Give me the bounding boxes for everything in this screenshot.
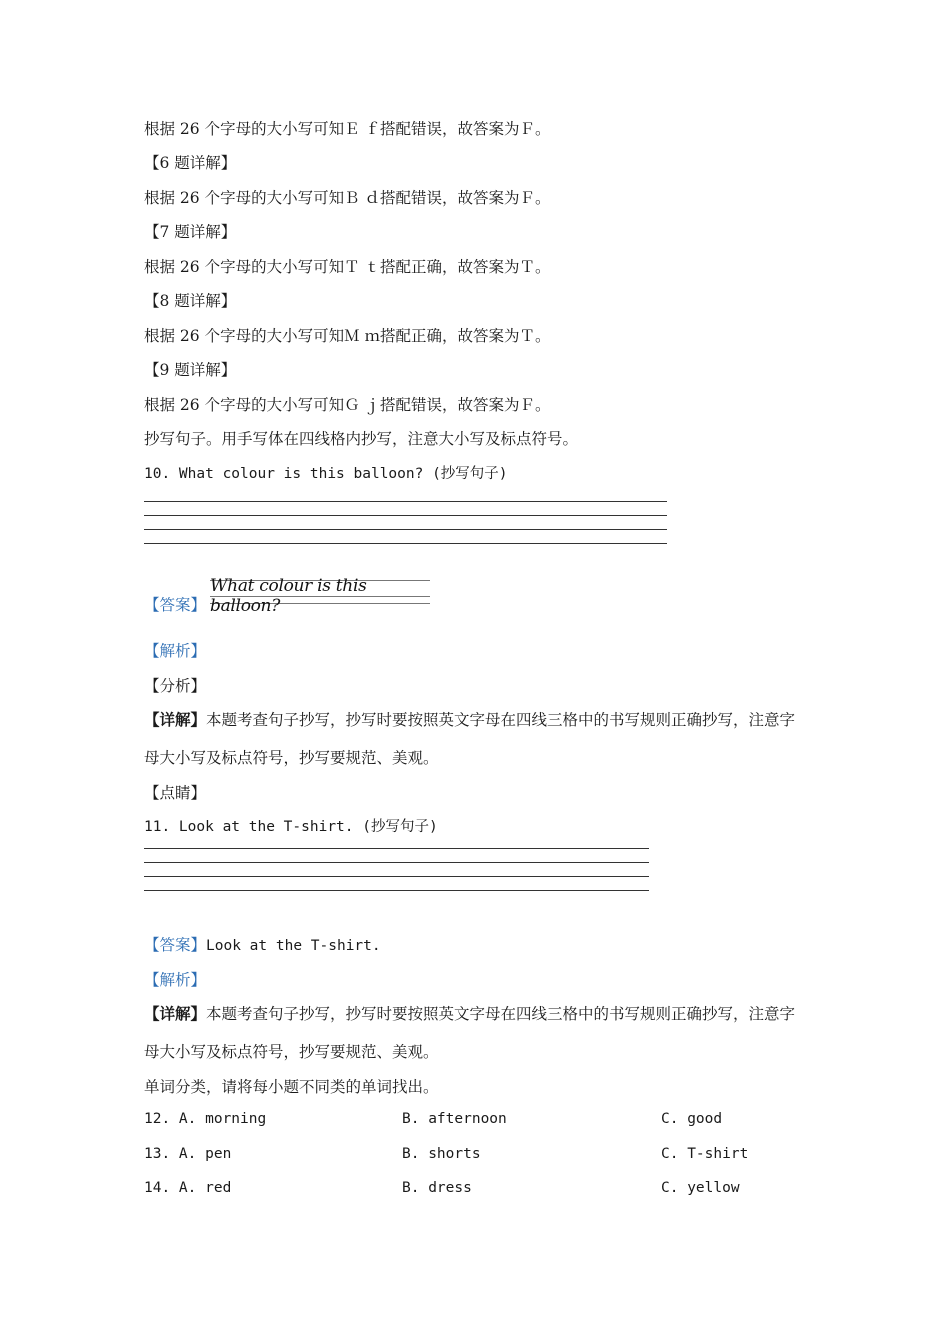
q13-option-c: C. T-shirt [661, 1146, 749, 1162]
q11-answer-text: Look at the T-shirt. [206, 938, 381, 954]
copy-instruction: 抄写句子。用手写体在四线格内抄写，注意大小写及标点符号。 [144, 430, 579, 448]
q13-option-b: B. shorts [402, 1146, 481, 1162]
heading-q6: 【6 题详解】 [144, 154, 237, 172]
line-g-j: 根据 26 个字母的大小写可知Ｇ ｊ搭配错误，故答案为Ｆ。 [144, 396, 551, 414]
q10-answer-label: 【答案】 [144, 596, 207, 614]
q11-four-line-grid [144, 848, 649, 904]
q11-answer-label: 【答案】 [144, 936, 207, 954]
detail-label: 【详解】 [144, 1004, 207, 1023]
detail-label: 【详解】 [144, 710, 207, 729]
heading-q8: 【8 题详解】 [144, 292, 237, 310]
q13-option-a: 13. A. pen [144, 1146, 232, 1162]
q14-option-b: B. dress [402, 1180, 472, 1196]
classify-instruction: 单词分类，请将每小题不同类的单词找出。 [144, 1078, 439, 1096]
q10-analysis-label: 【解析】 [144, 642, 207, 660]
q10-detail [144, 701, 810, 777]
detail-text: 本题考查句子抄写，抄写时要按照英文字母在四线三格中的书写规则正确抄写，注意字母大小写及标点符号，抄写要规范、美观。 [144, 711, 796, 767]
q10-handwriting-answer [210, 574, 430, 616]
q14-option-a: 14. A. red [144, 1180, 232, 1196]
q14-option-c: C. yellow [661, 1180, 740, 1196]
handwriting-text: What colour is this balloon? [210, 576, 367, 616]
q12-option-c: C. good [661, 1111, 723, 1127]
q11-answer [144, 935, 381, 956]
line-t-t: 根据 26 个字母的大小写可知Ｔ ｔ搭配正确，故答案为Ｔ。 [144, 258, 551, 276]
q10-four-line-grid [144, 501, 667, 557]
heading-q7: 【7 题详解】 [144, 223, 237, 241]
q12-option-b: B. afternoon [402, 1111, 507, 1127]
line-m-m: 根据 26 个字母的大小写可知Ｍ ｍ搭配正确，故答案为Ｔ。 [144, 327, 551, 345]
q10-question: 10. What colour is this balloon? (抄写句子) [144, 466, 508, 482]
line-e-f: 根据 26 个字母的大小写可知Ｅ ｆ搭配错误，故答案为Ｆ。 [144, 120, 551, 138]
heading-q9: 【9 题详解】 [144, 361, 237, 379]
line-b-d: 根据 26 个字母的大小写可知Ｂ ｄ搭配错误，故答案为Ｆ。 [144, 189, 551, 207]
q10-dianjing-label: 【点睛】 [144, 784, 207, 802]
q12-option-a: 12. A. morning [144, 1111, 267, 1127]
q11-question: 11. Look at the T-shirt. (抄写句子) [144, 819, 438, 835]
q10-fenxi-label: 【分析】 [144, 677, 207, 695]
detail-text: 本题考查句子抄写，抄写时要按照英文字母在四线三格中的书写规则正确抄写，注意字母大小写及标点符号，抄写要规范、美观。 [144, 1005, 796, 1061]
q11-detail [144, 995, 810, 1071]
q11-analysis-label: 【解析】 [144, 971, 207, 989]
